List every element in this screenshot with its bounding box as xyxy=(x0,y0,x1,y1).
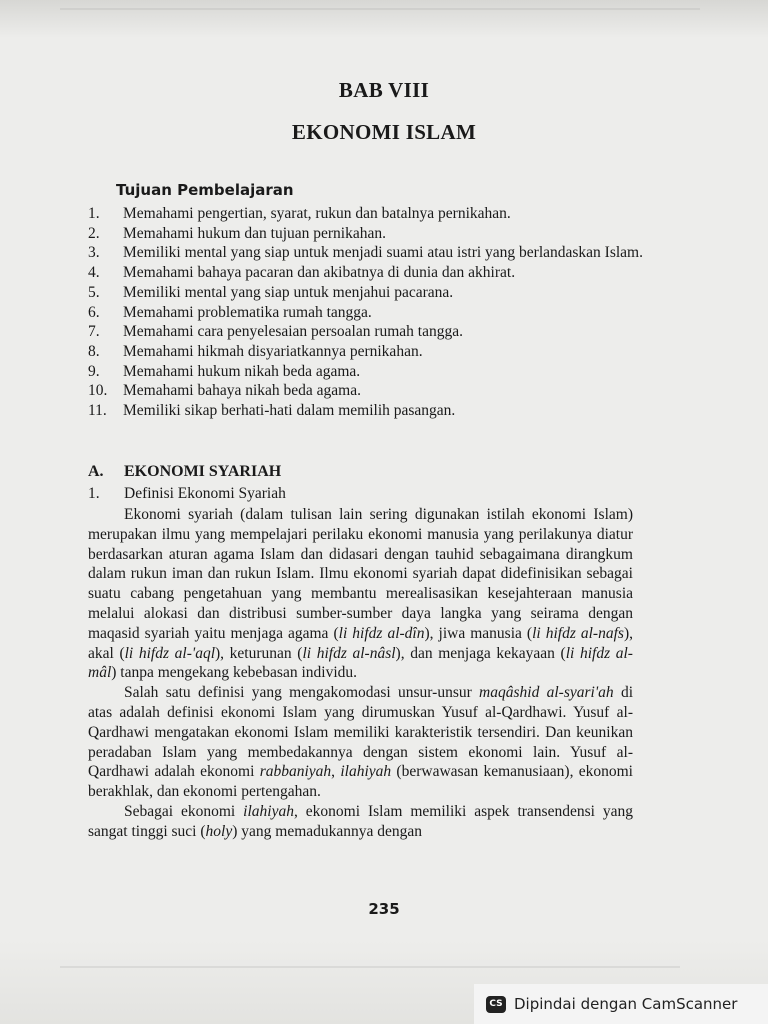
objective-number: 5. xyxy=(88,283,100,301)
objectives-heading: Tujuan Pembelajaran xyxy=(116,181,294,199)
objective-item xyxy=(88,303,648,323)
italic-term: li hifdz al-nâsl xyxy=(302,644,396,662)
objective-item xyxy=(88,401,648,421)
objective-item xyxy=(88,243,648,263)
italic-term: holy xyxy=(205,822,233,840)
paragraph-text: , xyxy=(331,763,341,781)
italic-term: li hifdz al-dîn xyxy=(338,624,425,642)
objective-text: Memahami bahaya nikah beda agama. xyxy=(123,382,361,400)
paragraph-text: Ekonomi syariah (dalam tulisan lain sering digunakan istilah ekonomi Islam) merupakan ilmu yang mempelajari perilaku ekonomi manusia yang perilakunya diatur berdasarkan aturan agama Islam dan didasari dengan tauhid sebagaimana dirangkum dalam rukun iman dan rukun Islam. Ilmu ekonomi syariah dapat didefinisikan sebagai suatu cabang pengetahuan yang membantu merealisasikan kesejahteraan manusia melalui alokasi dan distribusi sumber-sumber daya langka yang seirama dengan maqasid syariah yaitu menjaga agama ( xyxy=(88,506,633,642)
paragraph-text: ), akal ( xyxy=(88,624,633,662)
subsection-title: Definisi Ekonomi Syariah xyxy=(124,485,286,502)
paragraph-text: di atas adalah definisi ekonomi Islam yang dirumuskan Yusuf al-Qardhawi. Yusuf al-Qardhawi mengatakan ekonomi Islam memiliki karakteristik tersendiri. Dan keunikan peradaban Islam yang membedakannya dengan sistem ekonomi lain. Yusuf al-Qardhawi adalah ekonomi xyxy=(88,684,633,781)
italic-term: rabbaniyah xyxy=(259,763,332,781)
italic-term: maqâshid al-syari'ah xyxy=(479,684,614,702)
objective-text: Memahami cara penyelesaian persoalan rumah tangga. xyxy=(123,323,463,341)
objectives-list xyxy=(88,204,648,421)
objective-number: 4. xyxy=(88,264,100,282)
paragraph xyxy=(88,802,633,842)
objective-text: Memahami hikmah disyariatkannya pernikahan. xyxy=(123,342,423,360)
objective-text: Memahami hukum nikah beda agama. xyxy=(123,362,361,380)
objective-text: Memahami hukum dan tujuan pernikahan. xyxy=(123,224,387,242)
paragraph-text: (berwawasan kemanusiaan), ekonomi berakhlak, dan ekonomi pertengahan. xyxy=(88,763,633,801)
section-heading xyxy=(88,463,281,481)
objective-item xyxy=(88,362,648,382)
body-text xyxy=(88,505,633,842)
paragraph-text: ) tanpa mengekang kebebasan individu. xyxy=(111,664,358,682)
italic-term: li hifdz al-mâl xyxy=(88,644,633,682)
objective-item xyxy=(88,381,648,401)
subsection-heading xyxy=(88,485,286,503)
paragraph-text: ), jiwa manusia ( xyxy=(424,624,533,642)
objective-text: Memahami bahaya pacaran dan akibatnya di dunia dan akhirat. xyxy=(123,264,516,282)
objective-number: 9. xyxy=(88,362,100,380)
section-title: EKONOMI SYARIAH xyxy=(124,463,282,480)
italic-term: ilahiyah xyxy=(243,802,294,820)
page-number: 235 xyxy=(368,900,400,918)
objective-text: Memahami pengertian, syarat, rukun dan batalnya pernikahan. xyxy=(123,205,511,222)
italic-term: ilahiyah xyxy=(340,763,392,781)
objective-number: 6. xyxy=(88,303,100,321)
objective-number: 8. xyxy=(88,342,100,360)
paragraph-text: Salah satu definisi yang mengakomodasi unsur-unsur xyxy=(124,684,480,702)
objective-number: 1. xyxy=(88,205,100,222)
objective-text: Memiliki mental yang siap untuk menjahui pacarana. xyxy=(123,283,454,301)
objective-number: 2. xyxy=(88,224,100,242)
objective-number: 7. xyxy=(88,323,100,341)
objective-number: 10. xyxy=(88,382,108,400)
objective-number: 11. xyxy=(88,402,107,420)
objective-item xyxy=(88,224,648,244)
objective-item xyxy=(88,283,648,303)
paragraph xyxy=(88,505,633,683)
objective-text: Memahami problematika rumah tangga. xyxy=(123,303,372,321)
objective-number: 3. xyxy=(88,244,100,262)
paragraph-text: ), keturunan ( xyxy=(215,644,303,662)
section-label: A. xyxy=(88,463,104,480)
camscanner-watermark xyxy=(474,984,768,1024)
objective-item xyxy=(88,342,648,362)
paragraph-text: Sebagai ekonomi xyxy=(124,802,244,820)
objective-item xyxy=(88,263,648,283)
italic-term: li hifdz al-nafs xyxy=(532,624,624,642)
objective-text: Memiliki mental yang siap untuk menjadi suami atau istri yang berlandaskan Islam. xyxy=(123,244,643,262)
objective-item xyxy=(88,322,648,342)
paragraph xyxy=(88,683,633,802)
paragraph-text: ) yang memadukannya dengan xyxy=(232,822,423,840)
watermark-text: Dipindai dengan CamScanner xyxy=(514,995,738,1013)
subsection-label: 1. xyxy=(88,485,100,502)
chapter-title: EKONOMI ISLAM xyxy=(291,120,477,144)
chapter-number: BAB VIII xyxy=(338,78,430,102)
objective-text: Memiliki sikap berhati-hati dalam memilih pasangan. xyxy=(123,402,456,420)
paragraph-text: ), dan menjaga kekayaan ( xyxy=(395,644,566,662)
objective-item xyxy=(88,204,648,224)
paragraph-text: , ekonomi Islam memiliki aspek transendensi yang sangat tinggi suci ( xyxy=(88,802,633,840)
italic-term: li hifdz al-'aql xyxy=(124,644,215,662)
camscanner-logo-icon: CS xyxy=(486,996,506,1013)
